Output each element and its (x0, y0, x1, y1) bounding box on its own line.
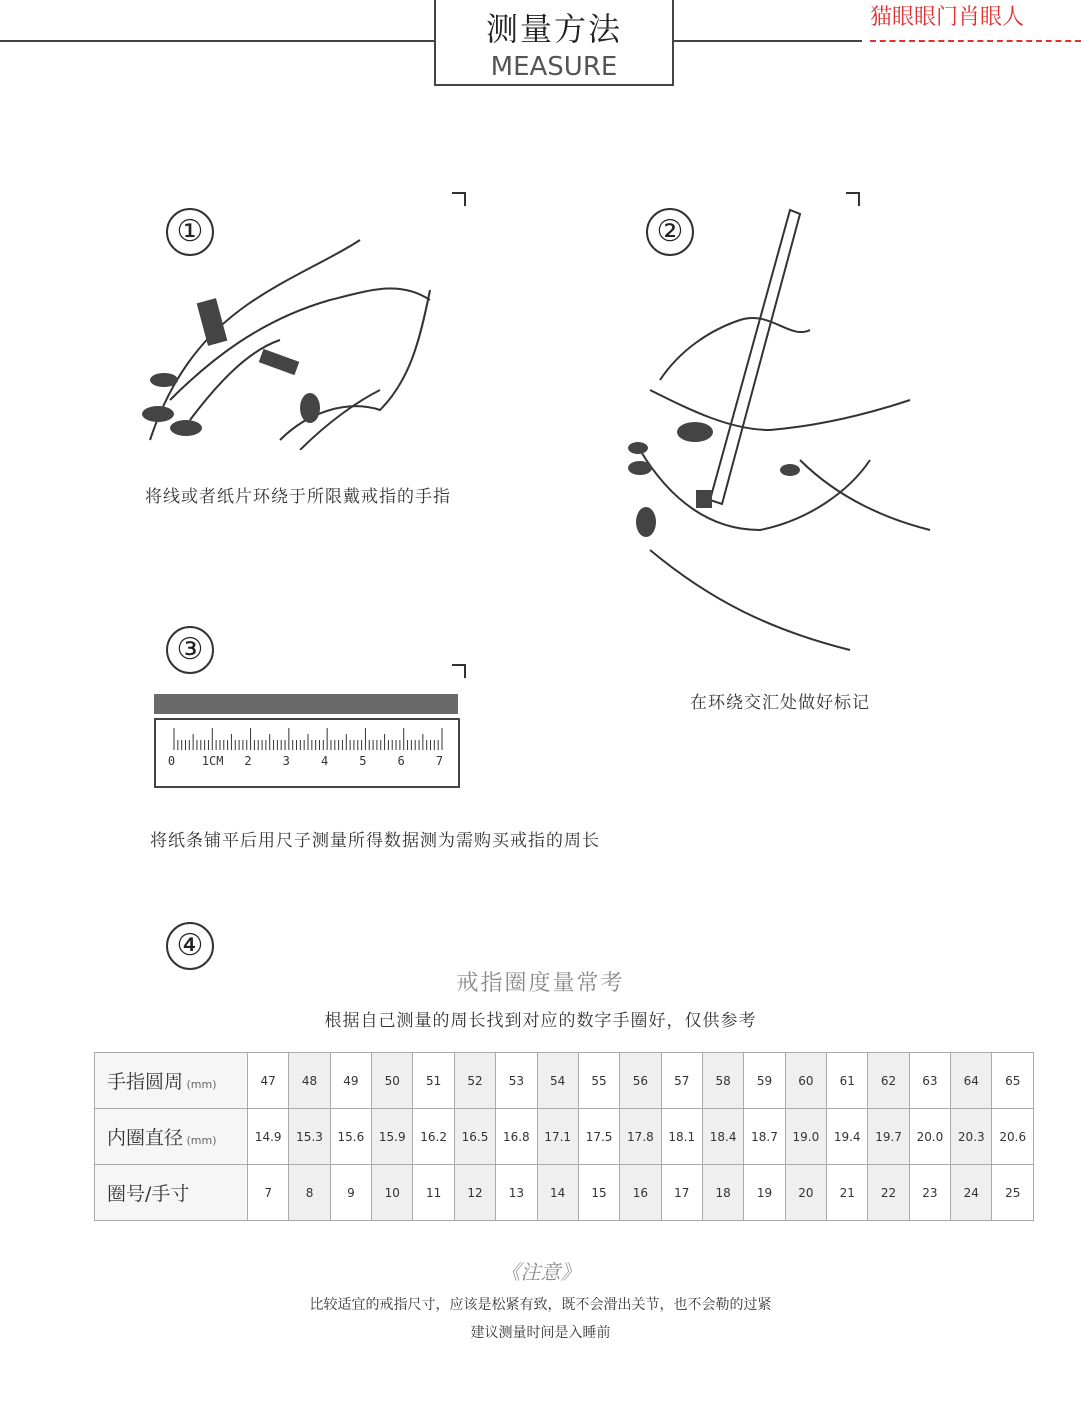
table-cell: 11 (413, 1165, 454, 1221)
size-chart-title: 戒指圈度量常考 (456, 971, 625, 996)
ruler-label: 3 (282, 754, 290, 768)
ruler-labels (156, 752, 458, 776)
table-row (95, 1165, 1034, 1221)
table-cell: 57 (661, 1053, 702, 1109)
table-cell: 10 (372, 1165, 413, 1221)
table-cell: 17.5 (578, 1109, 619, 1165)
table-cell: 59 (744, 1053, 785, 1109)
table-cell: 24 (951, 1165, 992, 1221)
table-cell: 20.6 (992, 1109, 1034, 1165)
ruler-label: 6 (397, 754, 405, 768)
table-cell: 15.9 (372, 1109, 413, 1165)
table-cell: 9 (330, 1165, 371, 1221)
header-line-left (0, 40, 434, 42)
table-cell: 22 (868, 1165, 909, 1221)
table-row (95, 1109, 1034, 1165)
table-cell: 19.0 (785, 1109, 826, 1165)
ruler-label: 1CM (201, 754, 224, 768)
notice-line-2: 建议测量时间是入睡前 (470, 1325, 611, 1341)
table-cell: 50 (372, 1053, 413, 1109)
table-cell: 16.5 (454, 1109, 495, 1165)
table-cell: 7 (248, 1165, 289, 1221)
table-cell: 23 (909, 1165, 950, 1221)
size-table (94, 1052, 1034, 1221)
table-cell: 15 (578, 1165, 619, 1221)
corner-mark (452, 192, 466, 206)
step-2-number: ② (646, 208, 694, 256)
table-cell: 47 (248, 1053, 289, 1109)
table-cell: 16 (620, 1165, 661, 1221)
table-cell: 18.1 (661, 1109, 702, 1165)
row-label: 内圈直径 (mm) (95, 1109, 248, 1165)
table-cell: 14 (537, 1165, 578, 1221)
table-cell: 19 (744, 1165, 785, 1221)
step-3-caption: 将纸条铺平后用尺子测量所得数据测为需购买戒指的周长 (150, 831, 600, 851)
table-cell: 61 (827, 1053, 868, 1109)
step-1-number: ① (166, 208, 214, 256)
table-cell: 60 (785, 1053, 826, 1109)
table-cell: 58 (702, 1053, 743, 1109)
ruler-label: 2 (244, 754, 252, 768)
table-cell: 17.1 (537, 1109, 578, 1165)
table-cell: 53 (496, 1053, 537, 1109)
table-cell: 18.7 (744, 1109, 785, 1165)
table-cell: 62 (868, 1053, 909, 1109)
ruler-label: 5 (359, 754, 367, 768)
notice-title: 《注意》 (500, 1260, 581, 1284)
table-cell: 8 (289, 1165, 330, 1221)
table-cell: 18.4 (702, 1109, 743, 1165)
row-label: 圈号/手寸 (95, 1165, 248, 1221)
step-4-number: ④ (166, 922, 214, 970)
table-cell: 20 (785, 1165, 826, 1221)
table-cell: 48 (289, 1053, 330, 1109)
table-cell: 52 (454, 1053, 495, 1109)
ruler-label: 4 (320, 754, 329, 768)
table-cell: 25 (992, 1165, 1034, 1221)
corner-mark (452, 664, 466, 678)
table-cell: 19.4 (827, 1109, 868, 1165)
table-cell: 65 (992, 1053, 1034, 1109)
ruler-ticks (170, 726, 450, 752)
table-cell: 51 (413, 1053, 454, 1109)
size-chart-subtitle: 根据自己测量的周长找到对应的数字手圈好，仅供参考 (324, 1011, 757, 1031)
hand-wrapping-illustration (130, 230, 450, 450)
paper-strip (154, 694, 458, 714)
step-3-number: ③ (166, 626, 214, 674)
table-cell: 12 (454, 1165, 495, 1221)
ruler-label: 7 (435, 754, 444, 768)
table-cell: 49 (330, 1053, 371, 1109)
table-cell: 17.8 (620, 1109, 661, 1165)
table-cell: 64 (951, 1053, 992, 1109)
table-cell: 16.2 (413, 1109, 454, 1165)
table-cell: 20.0 (909, 1109, 950, 1165)
step-2-caption: 在环绕交汇处做好标记 (690, 693, 870, 713)
ruler (154, 718, 460, 788)
pen-marking-illustration (610, 200, 950, 670)
table-cell: 21 (827, 1165, 868, 1221)
table-cell: 56 (620, 1053, 661, 1109)
table-cell: 19.7 (868, 1109, 909, 1165)
table-cell: 16.8 (496, 1109, 537, 1165)
page-subtitle: MEASURE (490, 52, 618, 82)
page-title: 测量方法 (485, 10, 622, 48)
table-cell: 13 (496, 1165, 537, 1221)
table-cell: 55 (578, 1053, 619, 1109)
table-cell: 15.6 (330, 1109, 371, 1165)
table-cell: 14.9 (248, 1109, 289, 1165)
table-cell: 15.3 (289, 1109, 330, 1165)
table-row (95, 1053, 1034, 1109)
table-cell: 63 (909, 1053, 950, 1109)
table-cell: 18 (702, 1165, 743, 1221)
table-cell: 20.3 (951, 1109, 992, 1165)
notice-line-1: 比较适宜的戒指尺寸，应该是松紧有致，既不会滑出关节，也不会勒的过紧 (309, 1297, 772, 1313)
table-cell: 17 (661, 1165, 702, 1221)
step-1-caption: 将线或者纸片环绕于所限戴戒指的手指 (145, 487, 451, 507)
header-line-right (672, 40, 862, 42)
corner-stamp: 猫眼眼门肖眼人 (870, 0, 1081, 42)
ruler-label: 0 (167, 754, 176, 768)
table-cell: 54 (537, 1053, 578, 1109)
row-label: 手指圆周 (mm) (95, 1053, 248, 1109)
title-box (434, 0, 674, 86)
